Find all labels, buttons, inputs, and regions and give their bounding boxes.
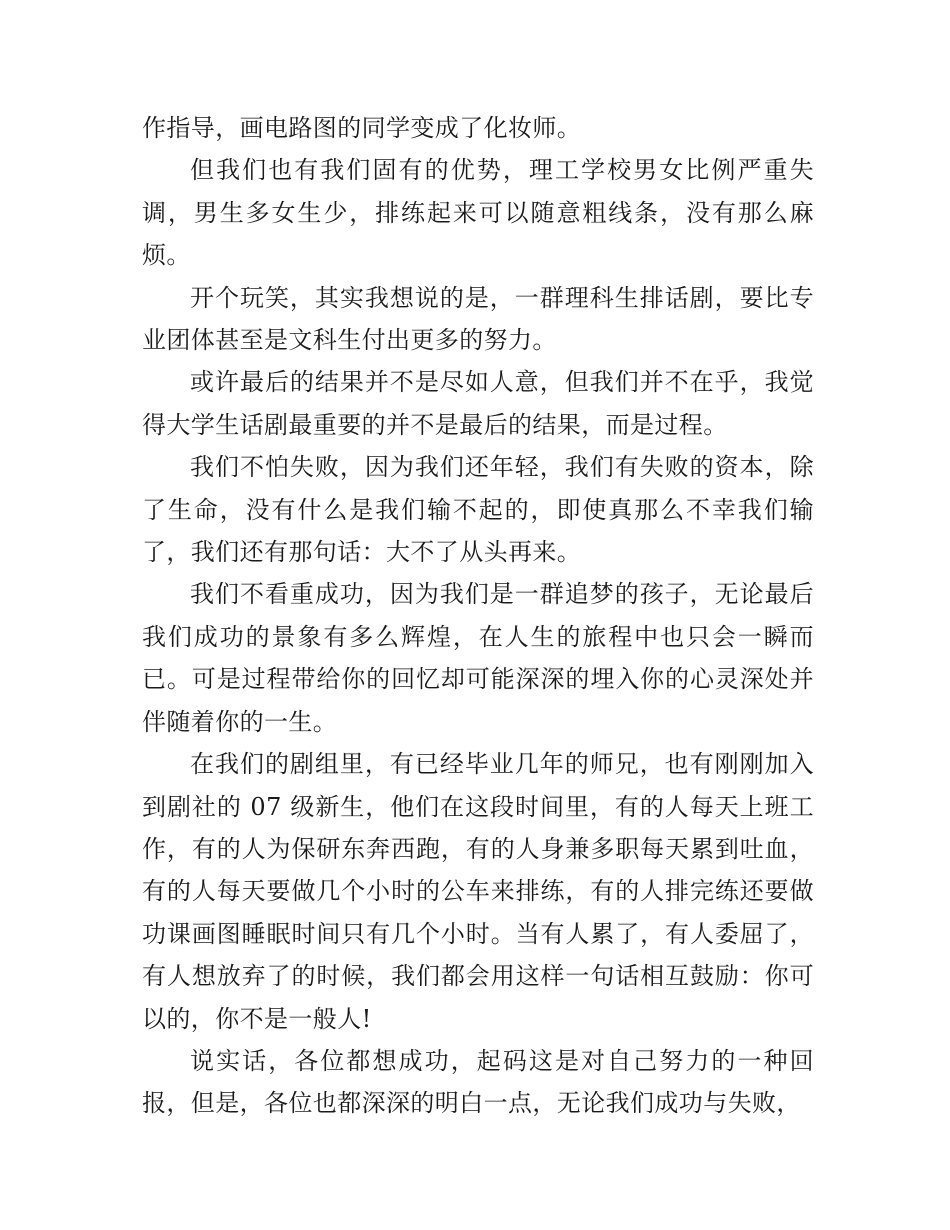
paragraph-2: 但我们也有我们固有的优势，理工学校男女比例严重失调，男生多女生少，排练起来可以随意粗线条，没有那么麻烦。 (142, 156, 814, 270)
paragraph-5: 我们不怕失败，因为我们还年轻，我们有失败的资本，除了生命，没有什么是我们输不起的，即使真那么不幸我们输了，我们还有那句话：大不了从头再来。 (142, 453, 814, 567)
document-body (142, 107, 814, 1125)
paragraph-4: 或许最后的结果并不是尽如人意，但我们并不在乎，我觉得大学生话剧最重要的并不是最后的结果，而是过程。 (142, 368, 814, 439)
paragraph-3: 开个玩笑，其实我想说的是，一群理科生排话剧，要比专业团体甚至是文科生付出更多的努力。 (142, 283, 814, 355)
paragraph-1: 作指导，画电路图的同学变成了化妆师。 (142, 114, 582, 142)
paragraph-8: 说实话，各位都想成功，起码这是对自己努力的一种回报，但是，各位也都深深的明白一点，无论我们成功与失败， (142, 1046, 814, 1118)
paragraph-6: 我们不看重成功，因为我们是一群追梦的孩子，无论最后我们成功的景象有多么辉煌，在人生的旅程中也只会一瞬而已。可是过程带给你的回忆却可能深深的埋入你的心灵深处并伴随着你的一生。 (142, 580, 814, 736)
paragraph-7: 在我们的剧组里，有已经毕业几年的师兄，也有刚刚加入到剧社的 07 级新生，他们在这段时间里，有的人每天上班工作，有的人为保研东奔西跑，有的人身兼多职每天累到吐血，有的人每天要做几个小时的公车来排练，有的人排完练还要做功课画图睡眠时间只有几个小时。当有人累了，有人委屈了，有人想放弃了的时候，我们都会用这样一句话相互鼓励：你可以的，你不是一般人! (142, 750, 814, 1033)
